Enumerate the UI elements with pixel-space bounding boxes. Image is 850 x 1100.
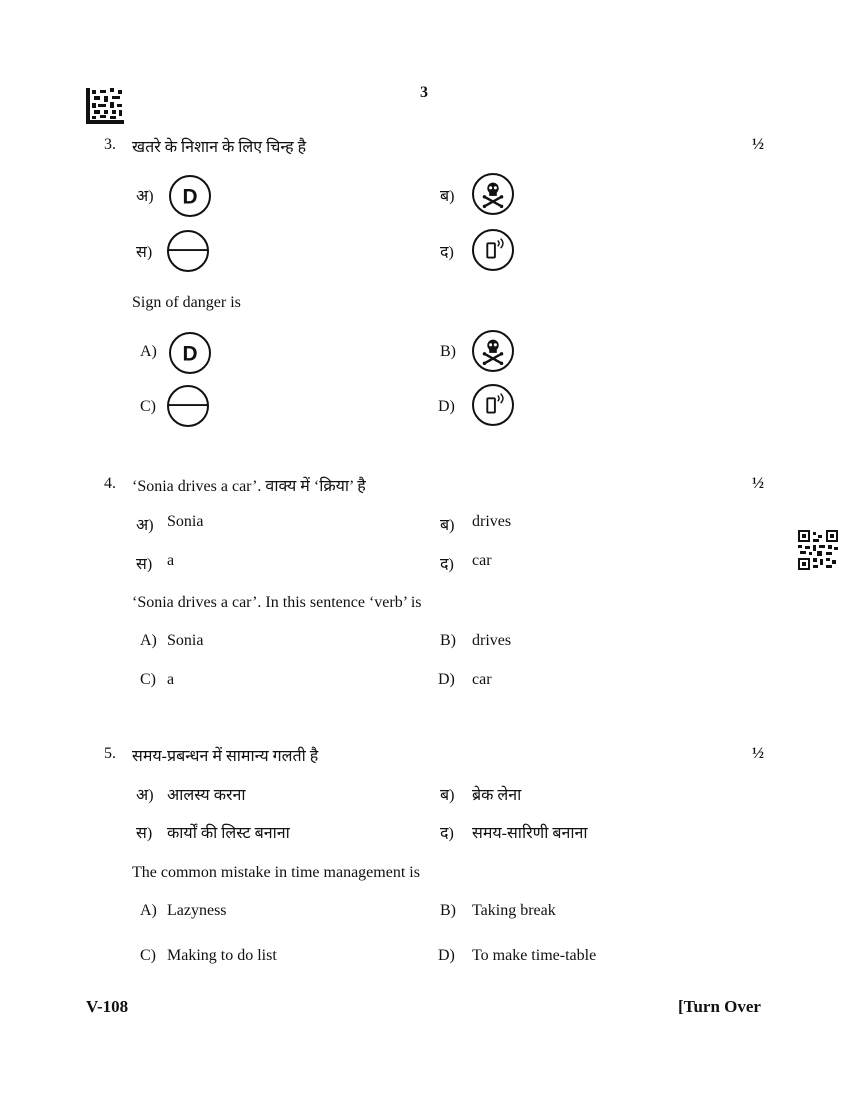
option-text: a xyxy=(167,671,175,688)
option-label: ब) xyxy=(440,517,455,534)
option-text: आलस्य करना xyxy=(167,787,246,804)
option-text: car xyxy=(472,552,492,569)
option-text: Sonia xyxy=(167,632,204,649)
option-label: B) xyxy=(440,343,456,360)
option-label: अ) xyxy=(136,517,154,534)
option-label: ब) xyxy=(440,787,455,804)
question-prompt-english: ‘Sonia drives a car’. In this sentence ‘verb’ is xyxy=(132,594,422,611)
option-label: द) xyxy=(440,556,454,573)
option-text: a xyxy=(167,552,175,569)
option-label: C) xyxy=(140,398,156,415)
option-label: द) xyxy=(440,825,454,842)
option-text: Making to do list xyxy=(167,947,277,964)
circle-line-icon xyxy=(167,230,209,272)
option-label: C) xyxy=(140,947,156,964)
option-label: स) xyxy=(136,244,153,261)
option-label: D) xyxy=(438,398,455,415)
option-text: कार्यों की लिस्ट बनाना xyxy=(167,825,290,842)
option-text: To make time-table xyxy=(472,947,597,964)
option-label: A) xyxy=(140,902,157,919)
phone-signal-icon xyxy=(472,229,514,271)
option-text: ब्रेक लेना xyxy=(472,787,522,804)
option-label: D) xyxy=(438,671,455,688)
option-label: द) xyxy=(440,244,454,261)
option-text: समय-सारिणी बनाना xyxy=(472,825,588,842)
option-label: अ) xyxy=(136,787,154,804)
question-marks: ½ xyxy=(752,475,764,492)
paper-code: V-108 xyxy=(86,997,129,1016)
d-letter-icon xyxy=(169,175,211,217)
question-prompt-hindi: ‘Sonia drives a car’. वाक्य में ‘क्रिया’ है xyxy=(132,478,366,495)
circle-line-icon xyxy=(167,385,209,427)
option-label: D) xyxy=(438,947,455,964)
page-number: 3 xyxy=(420,84,428,101)
question-marks: ½ xyxy=(752,136,764,153)
option-label: A) xyxy=(140,632,157,649)
option-label: अ) xyxy=(136,188,154,205)
option-label: B) xyxy=(440,632,456,649)
question-prompt-english: Sign of danger is xyxy=(132,294,241,311)
datamatrix-code xyxy=(86,88,124,124)
option-text: car xyxy=(472,671,492,688)
question-prompt-hindi: खतरे के निशान के लिए चिन्ह है xyxy=(132,139,307,156)
skull-crossbones-icon xyxy=(472,330,514,372)
skull-crossbones-icon xyxy=(472,173,514,215)
d-letter-icon xyxy=(169,332,211,374)
option-text: drives xyxy=(472,632,512,649)
question-number: 5. xyxy=(104,745,116,762)
option-label: C) xyxy=(140,671,156,688)
option-text: Sonia xyxy=(167,513,204,530)
option-label: B) xyxy=(440,902,456,919)
option-text: Taking break xyxy=(472,902,556,919)
turn-over-note: [Turn Over xyxy=(678,997,761,1016)
option-label: ब) xyxy=(440,188,455,205)
qr-code xyxy=(798,530,838,570)
option-label: स) xyxy=(136,556,153,573)
question-prompt-english: The common mistake in time management is xyxy=(132,864,420,881)
question-number: 3. xyxy=(104,136,116,153)
option-label: स) xyxy=(136,825,153,842)
question-marks: ½ xyxy=(752,745,764,762)
question-number: 4. xyxy=(104,475,116,492)
d-letter: D xyxy=(182,185,198,209)
option-text: drives xyxy=(472,513,512,530)
d-letter: D xyxy=(182,342,198,366)
question-prompt-hindi: समय-प्रबन्धन में सामान्य गलती है xyxy=(132,748,319,765)
option-text: Lazyness xyxy=(167,902,227,919)
option-label: A) xyxy=(140,343,157,360)
phone-signal-icon xyxy=(472,384,514,426)
